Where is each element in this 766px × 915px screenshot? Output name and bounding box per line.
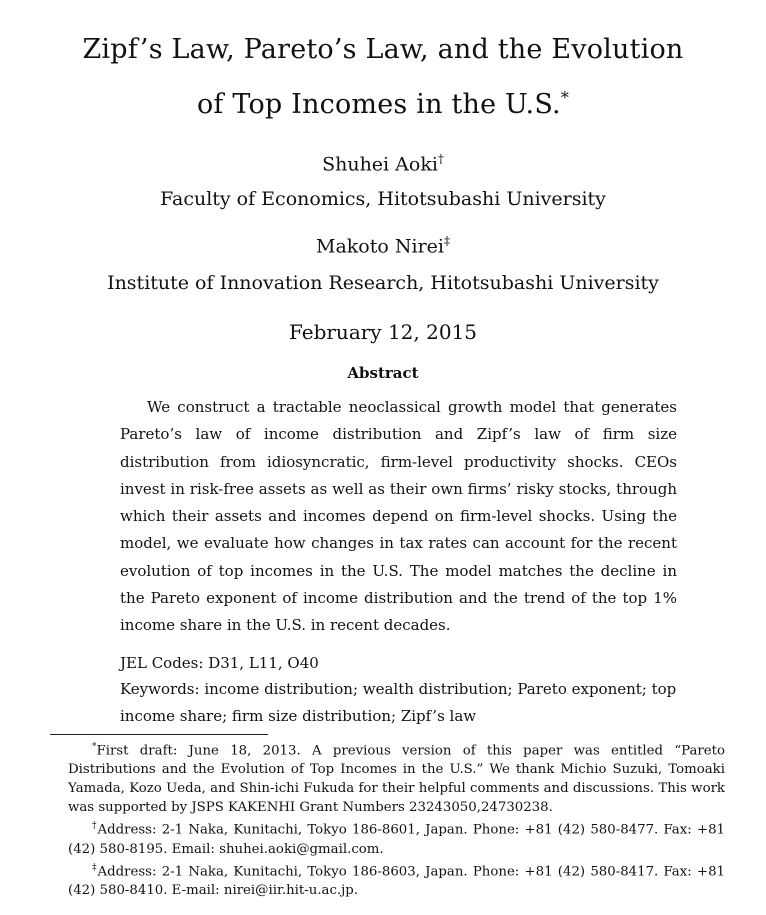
author-2 bbox=[0, 234, 766, 257]
paper-date: February 12, 2015 bbox=[288, 320, 478, 344]
footnote-3-text: Address: 2-1 Naka, Kunitachi, Tokyo 186-8603, Japan. Phone: +81 (42) 580-8417. Fax: +81 (42) 580-8410. E-mail: nirei@iir.hit-u.ac.jp. bbox=[68, 864, 725, 899]
author-1 bbox=[0, 152, 766, 175]
author-2-mark: ‡ bbox=[443, 234, 450, 248]
author-2-affiliation: Institute of Innovation Research, Hitotsubashi University bbox=[107, 272, 659, 294]
footnote-3 bbox=[68, 859, 725, 900]
footnote-1-text: First draft: June 18, 2013. A previous version of this paper was entitled “Pareto Distributions and the Evolution of Top Incomes in the U.S.” We thank Michio Suzuki, Tomoaki Yamada, Kozo Ueda, and Shin-ichi Fukuda for their helpful comments and discussions. This work was supported by JSPS KAKENHI Grant Numbers 23243050,24730238. bbox=[68, 743, 725, 816]
footnotes bbox=[68, 738, 725, 900]
author-1-name: Shuhei Aoki bbox=[322, 153, 438, 176]
footnote-1-mark: * bbox=[92, 742, 97, 752]
jel-codes: JEL Codes: D31, L11, O40 bbox=[120, 654, 319, 672]
footnote-2-mark: † bbox=[92, 821, 98, 832]
paper-title bbox=[40, 26, 726, 129]
footnote-2 bbox=[68, 817, 725, 858]
title-line-2 bbox=[40, 74, 726, 129]
footnote-rule bbox=[50, 734, 268, 735]
title-line-1: Zipf’s Law, Pareto’s Law, and the Evolution bbox=[82, 34, 684, 65]
title-footnote-mark: * bbox=[560, 88, 570, 107]
abstract-text: We construct a tractable neoclassical growth model that generates Pareto’s law of income distribution and Zipf’s law of firm size distribution from idiosyncratic, firm-level productivity shocks. CEOs invest in risk-free assets as well as their own firms’ risky stocks, through which their assets and incomes depend on firm-level shocks. Using the model, we evaluate how changes in tax rates can account for the recent evolution of top incomes in the U.S. The model matches the decline in the Pareto exponent of income distribution and the trend of the top 1% income share in the U.S. in recent decades. bbox=[120, 398, 677, 635]
title-line-2-text: of Top Incomes in the U.S. bbox=[196, 89, 561, 120]
abstract-heading: Abstract bbox=[347, 364, 419, 382]
author-1-affiliation: Faculty of Economics, Hitotsubashi University bbox=[160, 188, 606, 210]
keywords: Keywords: income distribution; wealth distribution; Pareto exponent; top income share; firm size distribution; Zipf’s law bbox=[120, 680, 677, 725]
footnote-2-text: Address: 2-1 Naka, Kunitachi, Tokyo 186-8601, Japan. Phone: +81 (42) 580-8477. Fax: +81 (42) 580-8195. Email: shuhei.aoki@gmail.com. bbox=[68, 822, 725, 857]
footnote-3-mark: ‡ bbox=[92, 862, 98, 873]
footnote-1 bbox=[68, 738, 725, 817]
author-2-name: Makoto Nirei bbox=[316, 235, 444, 258]
author-1-mark: † bbox=[437, 152, 444, 166]
